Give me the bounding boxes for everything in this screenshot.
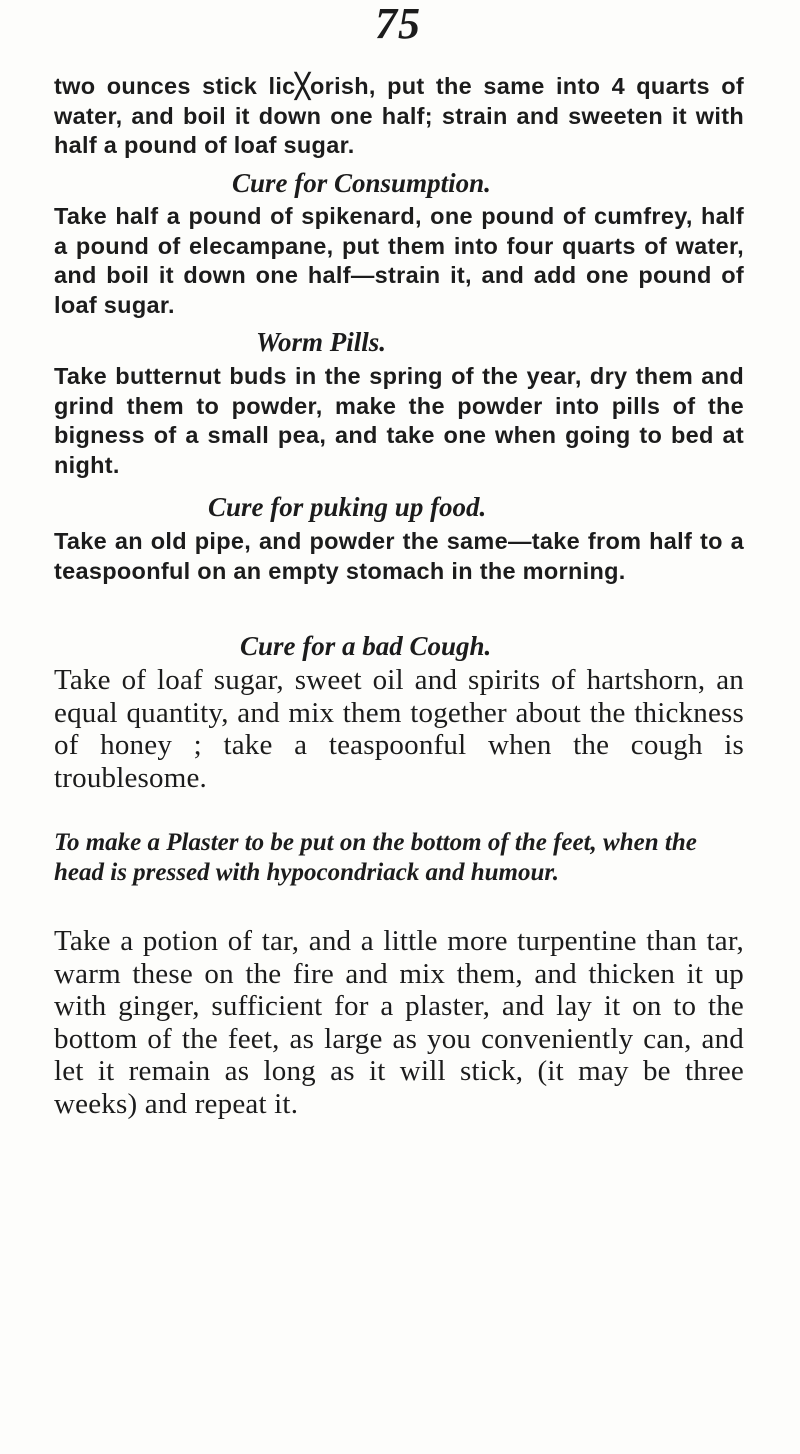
section-plaster-body bbox=[54, 925, 744, 1120]
intro-paragraph bbox=[54, 72, 744, 161]
heading-puking: Cure for puking up food. bbox=[208, 492, 487, 522]
section-puking-body bbox=[54, 527, 744, 586]
intro-text: two ounces stick lic╳orish, put the same into 4 quarts of water, and boil it down one half; strain and sweeten it with half a pound of loaf sugar. bbox=[54, 73, 744, 158]
section-puking-text: Take an old pipe, and powder the same—take from half to a teaspoonful on an empty stomach in the morning. bbox=[54, 528, 744, 584]
heading-worm-pills: Worm Pills. bbox=[256, 327, 387, 357]
heading-consumption: Cure for Consumption. bbox=[232, 168, 491, 198]
section-consumption-body bbox=[54, 202, 744, 320]
section-consumption-text: Take half a pound of spikenard, one pound of cumfrey, half a pound of elecampane, put them into four quarts of water, and boil it down one half—strain it, and add one pound of loaf sugar. bbox=[54, 203, 744, 318]
section-plaster-text: Take a potion of tar, and a little more turpentine than tar, warm these on the fire and mix them, and thicken it up with ginger, sufficient for a plaster, and lay it on to the bottom of the feet, as large as you conveniently can, and let it remain as long as it will stick, (it may be three weeks) and repeat it. bbox=[54, 925, 744, 1120]
section-worm-pills-body bbox=[54, 362, 744, 480]
page-number: 75 bbox=[375, 0, 421, 48]
section-plaster-heading-block bbox=[54, 828, 744, 888]
section-cough-body bbox=[54, 664, 744, 794]
section-worm-pills-text: Take butternut buds in the spring of the year, dry them and grind them to powder, make the powder into pills of the bigness of a small pea, and take one when going to bed at night. bbox=[54, 363, 744, 478]
section-cough-text: Take of loaf sugar, sweet oil and spirits of hartshorn, an equal quantity, and mix them together about the thickness of honey ; take a teaspoonful when the cough is troublesome. bbox=[54, 664, 744, 794]
heading-cough: Cure for a bad Cough. bbox=[240, 631, 492, 661]
heading-plaster: To make a Plaster to be put on the bottom of the feet, when the head is pressed with hypocondriack and humour. bbox=[54, 829, 697, 886]
